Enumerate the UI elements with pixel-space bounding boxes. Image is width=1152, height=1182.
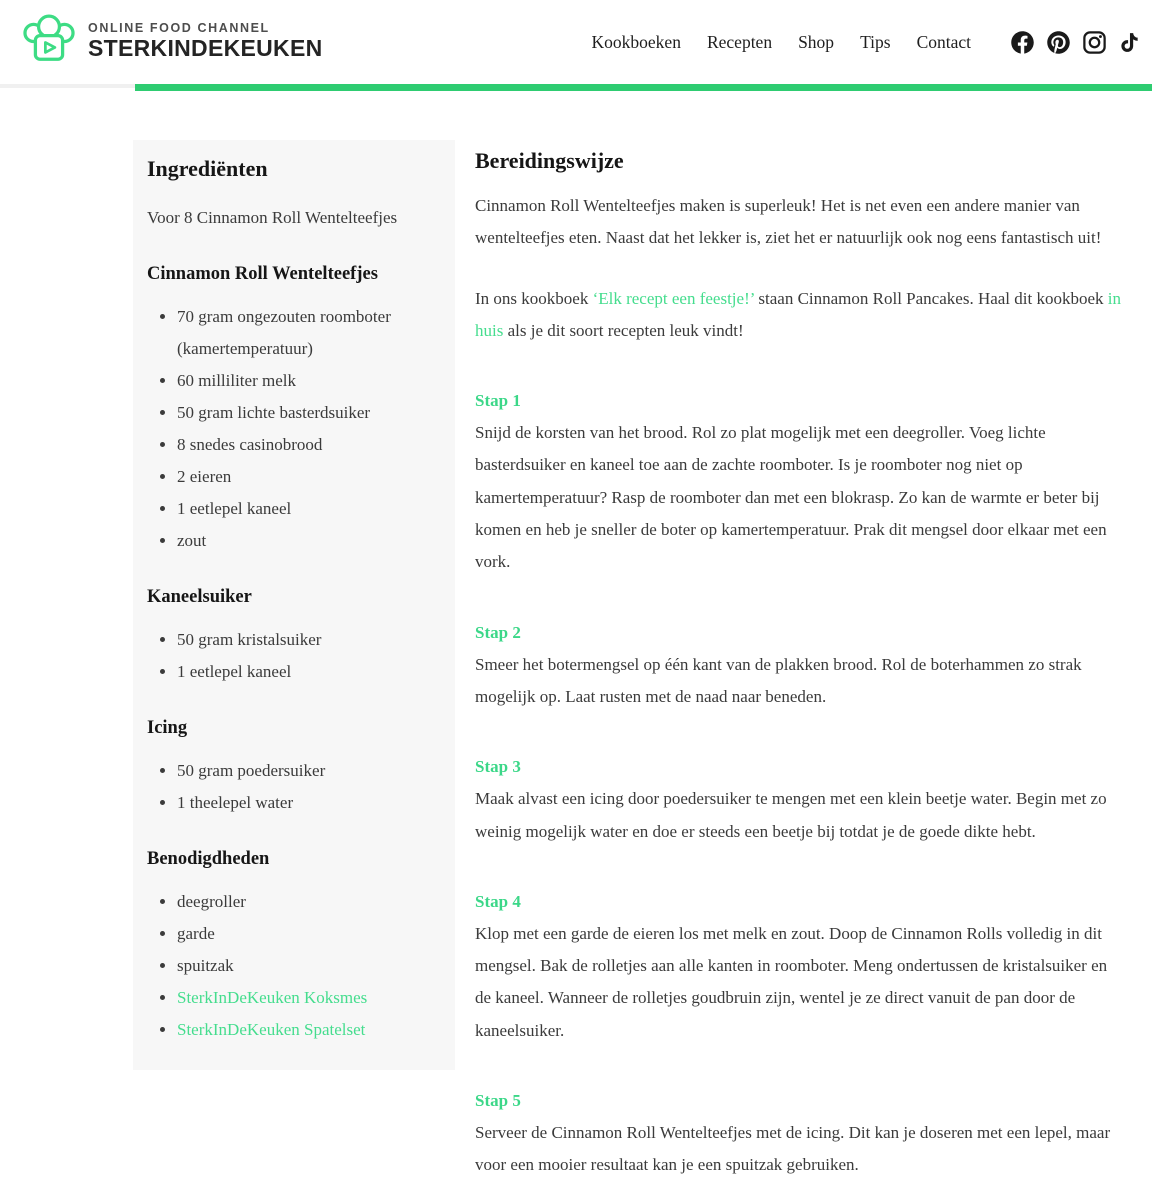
chef-hat-play-icon <box>20 13 78 71</box>
group-heading-cinnamon-roll: Cinnamon Roll Wentelteefjes <box>147 264 378 285</box>
brand-name: STERKINDEKEUKEN <box>88 35 323 62</box>
ingredient-item: • 50 gram lichte basterdsuiker <box>177 397 439 429</box>
header-divider <box>0 84 1152 91</box>
product-link-spatelset[interactable]: SterkInDeKeuken Spatelset <box>177 1019 366 1039</box>
intro-paragraph-1: Cinnamon Roll Wentelteefjes maken is superleuk! Het is net even een andere manier van wentelteefjes eten. Naast dat het lekker is, ziet het er natuurlijk ook nog eens fantastisch uit! <box>475 196 1102 248</box>
cookbook-link[interactable]: ‘Elk recept een feestje!’ <box>592 288 755 308</box>
site-header <box>0 0 1152 84</box>
tool-item: • garde <box>177 918 439 950</box>
group-heading-kaneelsuiker: Kaneelsuiker <box>147 586 252 607</box>
social-links <box>1009 29 1142 56</box>
instagram-icon[interactable] <box>1081 29 1108 56</box>
step-label-2: Stap 2 <box>475 622 521 642</box>
tiktok-icon[interactable] <box>1117 29 1142 56</box>
pinterest-icon[interactable] <box>1045 29 1072 56</box>
recipe-content <box>0 91 1152 1182</box>
step-label-3: Stap 3 <box>475 757 521 777</box>
product-link-koksmes[interactable]: SterkInDeKeuken Koksmes <box>177 987 368 1007</box>
step-text-4: Klop met een garde de eieren los met melk en zout. Doop de Cinnamon Rolls volledig in dit mengsel. Bak de rolletjes aan alle kanten in roomboter. Meng ondertussen de kristalsuiker en de kaneel. Wanneer de rolletjes goudbruin zijn, wentel je ze direct vanuit de pan door de kaneelsuiker. <box>475 923 1108 1040</box>
brand-tagline: ONLINE FOOD CHANNEL <box>88 21 270 36</box>
in-huis-link[interactable]: in huis <box>475 288 1122 340</box>
ingredient-item: • 50 gram kristalsuiker <box>177 624 439 656</box>
divider-green-bar <box>135 84 1152 91</box>
ingredient-item: • 70 gram ongezouten roomboter (kamertemperatuur) <box>177 301 439 365</box>
intro2-text-3: als je dit soort recepten leuk vindt! <box>503 320 744 340</box>
ingredient-item: • 8 snedes casinobrood <box>177 429 439 461</box>
ingredient-list-icing <box>177 755 439 819</box>
ingredient-item: • 50 gram poedersuiker <box>177 755 439 787</box>
facebook-icon[interactable] <box>1009 29 1036 56</box>
ingredient-item: • 60 milliliter melk <box>177 365 439 397</box>
ingredient-list-kaneelsuiker <box>177 624 439 688</box>
intro2-text-2: staan Cinnamon Roll Pancakes. Haal dit kookboek <box>754 288 1108 308</box>
step-text-1: Snijd de korsten van het brood. Rol zo plat mogelijk met een deegroller. Voeg lichte basterdsuiker en kaneel toe aan de zachte roomboter. Is je roomboter nog niet op kamertemperatuur? Rasp de roomboter dan met een blokrasp. Zo kan de warmte er beter bij komen en heb je sneller de boter op kamertemperatuur. Prak dit mengsel door elkaar met een vork. <box>475 423 1107 572</box>
tools-list <box>177 886 439 1046</box>
step-label-5: Stap 5 <box>475 1091 521 1111</box>
nav-item-recepten[interactable]: Recepten <box>706 31 773 52</box>
logo[interactable] <box>20 13 323 71</box>
ingredient-item: • 1 eetlepel kaneel <box>177 656 439 688</box>
intro-paragraph-2 <box>475 283 1127 348</box>
divider-gray-segment <box>0 84 135 88</box>
ingredients-panel <box>133 140 455 1070</box>
main-nav <box>592 32 971 53</box>
nav-item-shop[interactable]: Shop <box>798 31 835 52</box>
step-text-5: Serveer de Cinnamon Roll Wentelteefjes met de icing. Dit kan je doseren met een lepel, maar voor een mooier resultaat kan je een spuitzak gebruiken. <box>475 1123 1111 1175</box>
method-title: Bereidingswijze <box>475 148 624 173</box>
tool-item: • deegroller <box>177 886 439 918</box>
step-text-2: Smeer het botermengsel op één kant van de plakken brood. Rol de boterhammen zo strak mogelijk op. Laat rusten met de naad naar beneden. <box>475 654 1082 706</box>
intro2-text-1: In ons kookboek <box>475 288 593 308</box>
nav-item-contact[interactable]: Contact <box>916 31 971 52</box>
step-text-3: Maak alvast een icing door poedersuiker te mengen met een klein beetje water. Begin met zo weinig mogelijk water en doe er steeds een beetje bij totdat je de goede dikte hebt. <box>475 789 1107 841</box>
ingredient-list-cinnamon-roll <box>177 301 439 557</box>
ingredients-title: Ingrediënten <box>147 156 268 181</box>
brand-text <box>88 22 323 61</box>
group-heading-icing: Icing <box>147 717 188 738</box>
ingredient-item: • 2 eieren <box>177 461 439 493</box>
ingredient-item: • 1 theelepel water <box>177 787 439 819</box>
tool-item: • spuitzak <box>177 950 439 982</box>
group-heading-benodigdheden: Benodigdheden <box>147 848 270 869</box>
step-label-1: Stap 1 <box>475 391 521 411</box>
tool-item <box>177 1014 439 1046</box>
nav-item-tips[interactable]: Tips <box>860 31 891 52</box>
serving-size: Voor 8 Cinnamon Roll Wentelteefjes <box>147 208 398 227</box>
step-label-4: Stap 4 <box>475 891 521 911</box>
nav-item-kookboeken[interactable]: Kookboeken <box>591 31 681 52</box>
ingredient-item: • zout <box>177 525 439 557</box>
method-panel <box>475 140 1127 1182</box>
ingredient-item: • 1 eetlepel kaneel <box>177 493 439 525</box>
tool-item <box>177 982 439 1014</box>
